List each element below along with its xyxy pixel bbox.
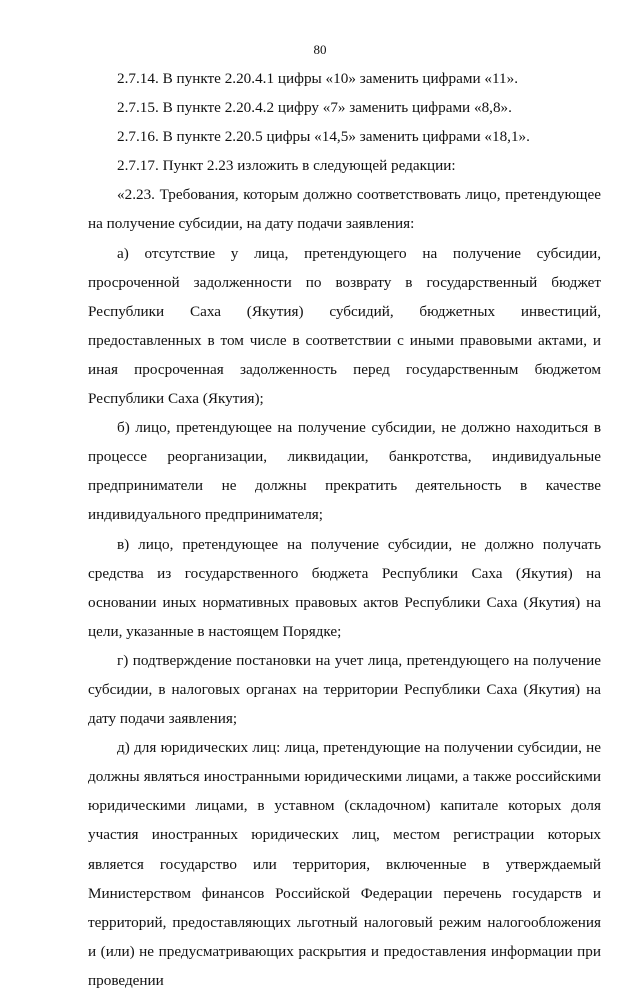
paragraph-2-7-15: 2.7.15. В пункте 2.20.4.2 цифру «7» заменить цифрами «8,8». bbox=[117, 99, 512, 117]
paragraph-item-d: д) для юридических лиц: лица, претендующие на получении субсидии, не должны являться иностранными юридическими лицами, а также российскими юридическими лицами, в уставном (складочном) капитале которых доля участия иностранных юридических лиц, местом регистрации которых является государство или территория, включенные в утверждаемый Министерством финансов Российской Федерации перечень государств и территорий, предоставляющих льготный налоговый режим налогообложения и (или) не предусматривающих раскрытия и предоставления информации при проведении bbox=[88, 739, 601, 989]
document-body bbox=[88, 64, 601, 995]
paragraph-2-7-16: 2.7.16. В пункте 2.20.5 цифры «14,5» заменить цифрами «18,1». bbox=[117, 128, 530, 146]
paragraph-2-23-intro: «2.23. Требования, которым должно соответствовать лицо, претендующее на получение субсидии, на дату подачи заявления: bbox=[88, 186, 601, 233]
page-number: 80 bbox=[313, 42, 327, 57]
paragraph-item-b: б) лицо, претендующее на получение субсидии, не должно находиться в процессе реорганизации, ликвидации, банкротства, индивидуальные предприниматели не должны прекратить деятельность в качестве индивидуального предпринимателя; bbox=[88, 419, 601, 524]
paragraph-item-a: а) отсутствие у лица, претендующего на получение субсидии, просроченной задолженности по возврату в государственный бюджет Республики Саха (Якутия) субсидий, бюджетных инвестиций, предоставленных в том числе в соответствии с иными правовыми актами, и иная просроченная задолженность перед государственным бюджетом Республики Саха (Якутия); bbox=[88, 244, 601, 408]
paragraph-item-v: в) лицо, претендующее на получение субсидии, не должно получать средства из государственного бюджета Республики Саха (Якутия) на основании иных нормативных правовых актов Республики Саха (Якутия) на цели, указанные в настоящем Порядке; bbox=[88, 535, 601, 640]
paragraph-2-7-14: 2.7.14. В пункте 2.20.4.1 цифры «10» заменить цифрами «11». bbox=[117, 70, 518, 87]
paragraph-item-g: г) подтверждение постановки на учет лица, претендующего на получение субсидии, в налоговых органах на территории Республики Саха (Якутия) на дату подачи заявления; bbox=[88, 651, 601, 728]
paragraph-2-7-17: 2.7.17. Пункт 2.23 изложить в следующей редакции: bbox=[117, 157, 456, 175]
